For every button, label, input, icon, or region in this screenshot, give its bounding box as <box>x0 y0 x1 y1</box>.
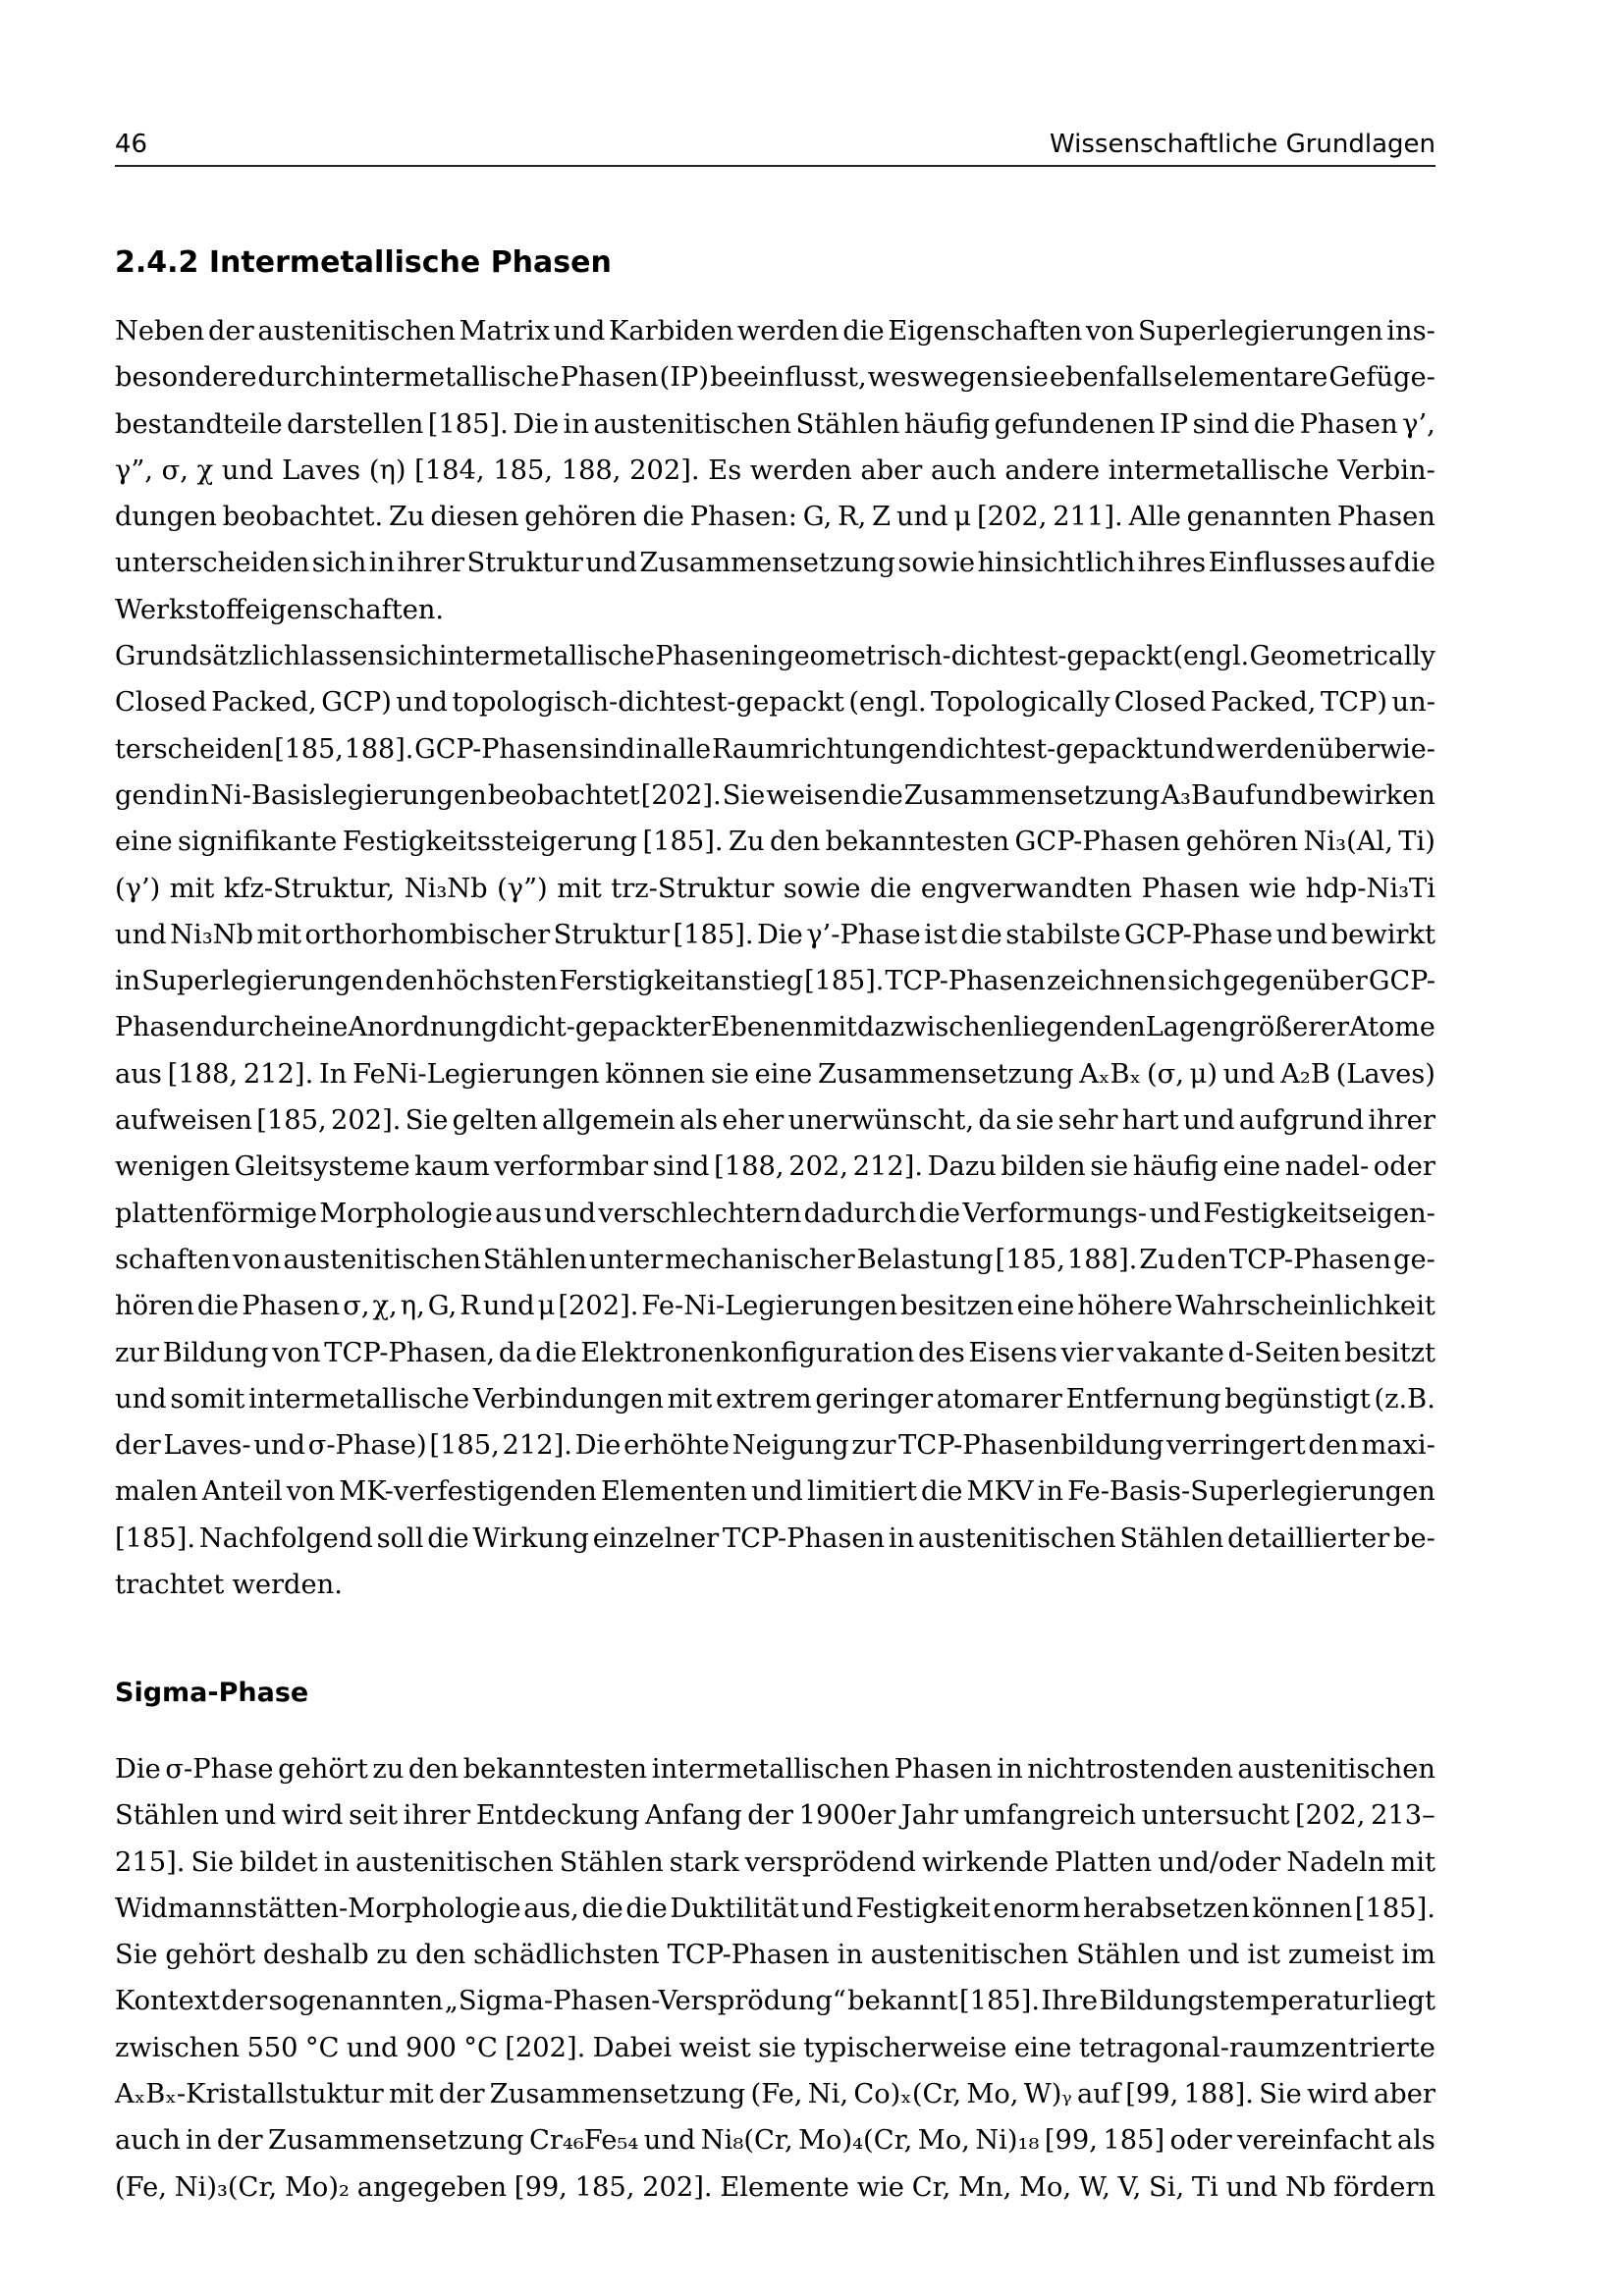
text-line: Widmannstätten-Morphologie aus, die die Duktilität und Festigkeit enorm herabsetzen können [185]. <box>115 1893 1435 1924</box>
text-line: Stählen und wird seit ihrer Entdeckung Anfang der 1900er Jahr umfangreich untersucht [202, 213– <box>115 1800 1435 1832</box>
text-line: zwischen 550 °C und 900 °C [202]. Dabei weist sie typischerweise eine tetragonal-raumzentrierte <box>115 2032 1435 2063</box>
text-line: in Superlegierungen den höchsten Ferstigkeitanstieg [185]. TCP-Phasen zeichnen sich gegenüber GCP- <box>115 966 1435 997</box>
text-line: 215]. Sie bildet in austenitischen Stählen stark versprödend wirkende Platten und/oder Nadeln mit <box>115 1846 1435 1878</box>
text-line: (γ’) mit kfz-Struktur, Ni₃Nb (γ”) mit trz-Struktur sowie die engverwandten Phasen wie hdp-Ni₃Ti <box>115 873 1435 904</box>
text-line: und somit intermetallische Verbindungen mit extrem geringer atomarer Entfernung begünstigt (z.B. <box>115 1383 1435 1415</box>
text-line: auch in der Zusammensetzung Cr₄₆Fe₅₄ und Ni₈(Cr, Mo)₄(Cr, Mo, Ni)₁₈ [99, 185] oder vereinfacht als <box>115 2125 1435 2157</box>
text-line: unterscheiden sich in ihrer Struktur und Zusammensetzung sowie hinsichtlich ihres Einflusses auf die <box>115 548 1435 579</box>
text-line: (Fe, Ni)₃(Cr, Mo)₂ angegeben [99, 185, 202]. Elemente wie Cr, Mn, Mo, W, V, Si, Ti und Nb fördern <box>115 2171 1435 2203</box>
text-line: Sie gehört deshalb zu den schädlichsten TCP-Phasen in austenitischen Stählen und ist zumeist im <box>115 1940 1435 1971</box>
text-line: [185]. Nachfolgend soll die Wirkung einzelner TCP-Phasen in austenitischen Stählen detaillierter be- <box>115 1522 1435 1554</box>
text-line: zur Bildung von TCP-Phasen, da die Elektronenkonfiguration des Eisens vier vakante d-Seiten besitzt <box>115 1337 1435 1368</box>
text-line: Werkstoffeigenschaften. <box>115 594 445 625</box>
text-line: malen Anteil von MK-verfestigenden Elementen und limitiert die MKV in Fe-Basis-Superlegierungen <box>115 1476 1435 1508</box>
page-number: 46 <box>115 130 148 159</box>
text-line: der Laves- und σ-Phase) [185, 212]. Die erhöhte Neigung zur TCP-Phasenbildung verringert den maxi- <box>115 1430 1435 1462</box>
text-line: gend in Ni-Basislegierungen beobachtet [202]. Sie weisen die Zusammensetzung A₃B auf und bewirken <box>115 779 1435 811</box>
text-line: und Ni₃Nb mit orthorhombischer Struktur [185]. Die γ’-Phase ist die stabilste GCP-Phase und bewirkt <box>115 919 1435 950</box>
text-line: bestandteile darstellen [185]. Die in austenitischen Stählen häufig gefundenen IP sind die Phasen γ’, <box>115 408 1435 440</box>
text-line: schaften von austenitischen Stählen unter mechanischer Belastung [185, 188]. Zu den TCP-Phasen ge- <box>115 1244 1435 1275</box>
section-body <box>115 308 1435 1608</box>
text-line: hören die Phasen σ, χ, η, G, R und μ [202]. Fe-Ni-Legierungen besitzen eine höhere Wahrscheinlichkeit <box>115 1291 1435 1322</box>
text-line: dungen beobachtet. Zu diesen gehören die Phasen: G, R, Z und μ [202, 211]. Alle genannten Phasen <box>115 502 1435 533</box>
text-line: aufweisen [185, 202]. Sie gelten allgemein als eher unerwünscht, da sie sehr hart und aufgrund ihrer <box>115 1105 1435 1137</box>
text-line: trachtet werden. <box>115 1570 343 1601</box>
text-line: AₓBₓ-Kristallstuktur mit der Zusammensetzung (Fe, Ni, Co)ₓ(Cr, Mo, W)ᵧ auf [99, 188]. Sie wird aber <box>115 2079 1435 2110</box>
subsection-heading: Sigma-Phase <box>115 1678 309 1708</box>
text-line: Neben der austenitischen Matrix und Karbiden werden die Eigenschaften von Superlegierungen ins- <box>115 316 1435 347</box>
text-line: aus [188, 212]. In FeNi-Legierungen können sie eine Zusammensetzung AₓBₓ (σ, μ) und A₂B (Laves) <box>115 1058 1435 1090</box>
text-line: besondere durch intermetallische Phasen (IP) beeinflusst, weswegen sie ebenfalls elementare Gefüge- <box>115 362 1435 394</box>
text-line: γ”, σ, χ und Laves (η) [184, 185, 188, 202]. Es werden aber auch andere intermetallische Verbin- <box>115 454 1435 486</box>
text-line: Kontext der sogenannten „Sigma-Phasen-Versprödung“ bekannt [185]. Ihre Bildungstemperatur liegt <box>115 1986 1435 2017</box>
running-title: Wissenschaftliche Grundlagen <box>1050 130 1435 159</box>
subsection-body <box>115 1746 1435 2211</box>
section-heading: 2.4.2 Intermetallische Phasen <box>115 245 612 280</box>
text-line: eine signifikante Festigkeitssteigerung [185]. Zu den bekanntesten GCP-Phasen gehören Ni₃(Al, Ti) <box>115 827 1435 858</box>
text-line: Die σ-Phase gehört zu den bekanntesten intermetallischen Phasen in nichtrostenden austenitischen <box>115 1754 1435 1785</box>
text-line: wenigen Gleitsysteme kaum verformbar sind [188, 202, 212]. Dazu bilden sie häufig eine nadel- oder <box>115 1151 1435 1183</box>
text-line: Phasen durch eine Anordnung dicht-gepackter Ebenen mit dazwischenliegenden Lagen größerer Atome <box>115 1012 1435 1043</box>
text-line: Closed Packed, GCP) und topologisch-dichtest-gepackt (engl. Topologically Closed Packed, TCP) un- <box>115 687 1435 719</box>
text-line: plattenförmige Morphologie aus und verschlechtern dadurch die Verformungs- und Festigkeitseigen- <box>115 1198 1435 1229</box>
page-header <box>115 130 1435 167</box>
text-line: Grundsätzlich lassen sich intermetallische Phasen in geometrisch-dichtest-gepackt (engl. Geometrically <box>115 641 1435 672</box>
text-line: terscheiden [185, 188]. GCP-Phasen sind in alle Raumrichtungen dichtest-gepackt und werden überwie- <box>115 733 1435 765</box>
